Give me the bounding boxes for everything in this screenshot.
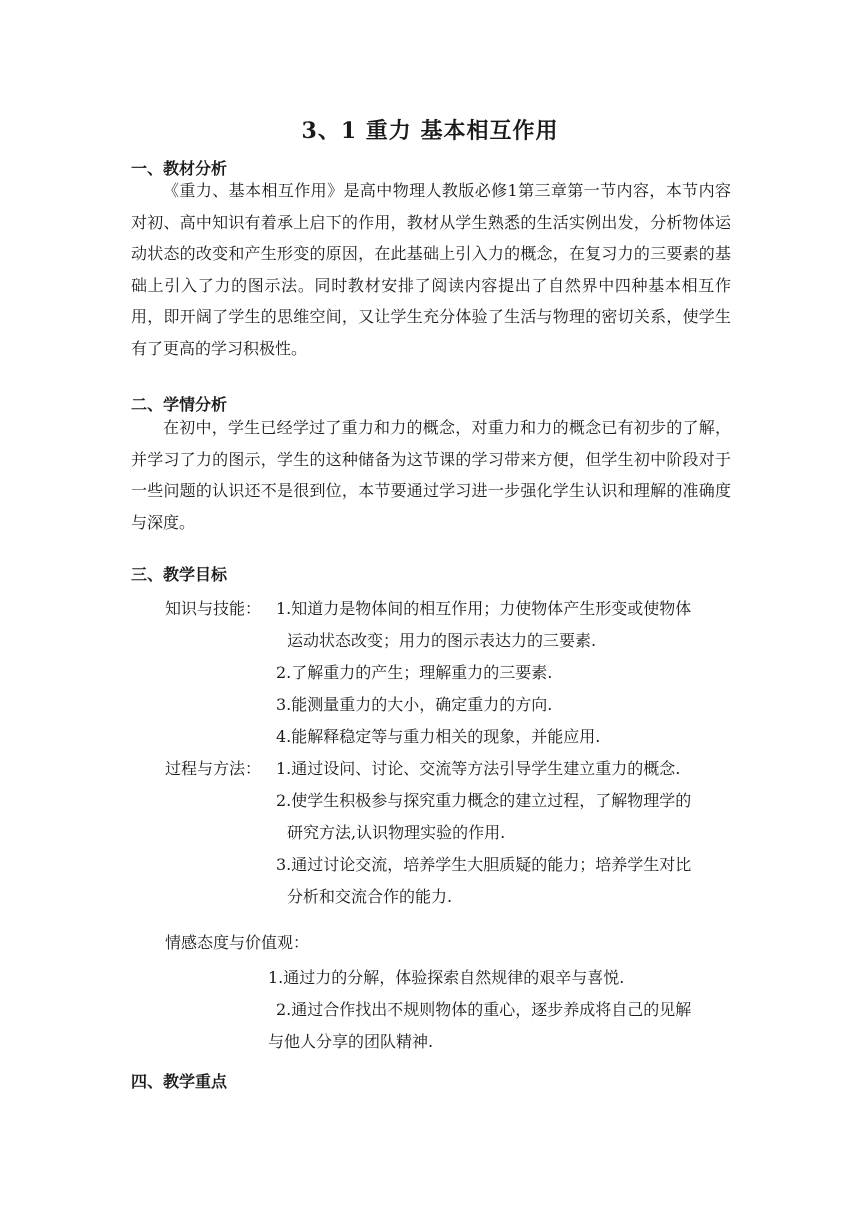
emotion-item-2-line-2: 与他人分享的团队精神. — [268, 1032, 434, 1051]
process-item-2-line-2: 研究方法,认识物理实验的作用. — [287, 823, 506, 842]
process-item-3-line-2: 分析和交流合作的能力. — [287, 887, 453, 906]
goal-label-process: 过程与方法： — [165, 759, 262, 778]
knowledge-item-1-line-1: 1.知道力是物体间的相互作用；力使物体产生形变或使物体 — [276, 599, 692, 618]
knowledge-item-4: 4.能解释稳定等与重力相关的现象，并能应用. — [276, 727, 601, 746]
emotion-item-2-line-1: 2.通过合作找出不规则物体的重心，逐步养成将自己的见解 — [276, 1000, 692, 1019]
knowledge-item-1-line-2: 运动状态改变；用力的图示表达力的三要素. — [287, 631, 597, 650]
process-item-1: 1.通过设问、讨论、交流等方法引导学生建立重力的概念. — [276, 759, 681, 778]
section-heading-teaching-focus: 四、教学重点 — [131, 1072, 228, 1091]
page-title: 3、1 重力 基本相互作用 — [301, 118, 559, 144]
section-heading-textbook-analysis: 一、教材分析 — [131, 159, 228, 178]
textbook-analysis-paragraph: 《重力、基本相互作用》是高中物理人教版必修1第三章第一节内容，本节内容对初、高中知识有着承上启下的作用，教材从学生熟悉的生活实例出发，分析物体运动状态的改变和产生形变的原因，在此基础上引入力的概念，在复习力的三要素的基础上引入了力的图示法。同时教材安排了阅读内容提出了自然界中四种基本相互作用，即开阔了学生的思维空间，又让学生充分体验了生活与物理的密切关系，使学生有了更高的学习积极性。 — [131, 181, 731, 358]
goal-label-knowledge: 知识与技能： — [165, 599, 262, 618]
emotion-item-1: 1.通过力的分解，体验探索自然规律的艰辛与喜悦. — [268, 968, 625, 987]
process-item-2-line-1: 2.使学生积极参与探究重力概念的建立过程，了解物理学的 — [276, 791, 692, 810]
goal-label-emotion: 情感态度与价值观： — [165, 933, 310, 952]
knowledge-item-2: 2.了解重力的产生；理解重力的三要素. — [276, 663, 553, 682]
section-heading-student-analysis: 二、学情分析 — [131, 395, 228, 414]
section-heading-teaching-goals: 三、教学目标 — [131, 565, 228, 584]
knowledge-item-3: 3.能测量重力的大小，确定重力的方向. — [276, 695, 553, 714]
student-analysis-paragraph: 在初中，学生已经学过了重力和力的概念，对重力和力的概念已有初步的了解，并学习了力的图示，学生的这种储备为这节课的学习带来方便，但学生初中阶段对于一些问题的认识还不是很到位，本节要通过学习进一步强化学生认识和理解的准确度与深度。 — [131, 418, 731, 532]
process-item-3-line-1: 3.通过讨论交流，培养学生大胆质疑的能力；培养学生对比 — [276, 855, 692, 874]
